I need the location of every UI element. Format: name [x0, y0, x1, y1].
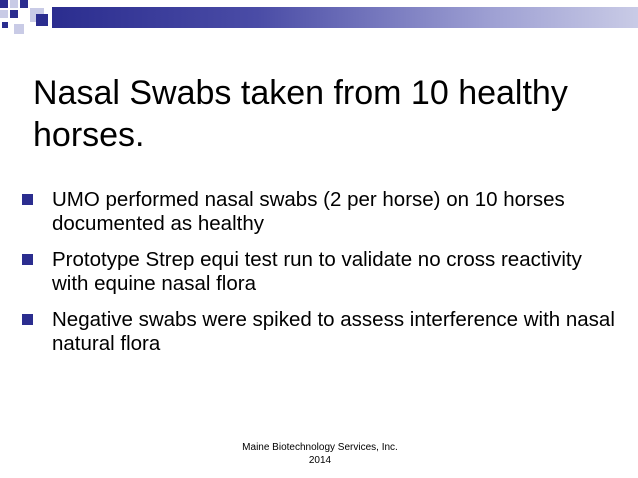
footer-company: Maine Biotechnology Services, Inc. — [242, 442, 398, 453]
bullet-text: Prototype Strep equi test run to validate no cross reactivity with equine nasal flora — [52, 248, 582, 295]
bullet-text: UMO performed nasal swabs (2 per horse) on 10 horses documented as healthy — [52, 188, 565, 235]
footer-year: 2014 — [308, 455, 332, 466]
header-gradient-band — [52, 7, 638, 28]
bullet-list — [22, 188, 622, 368]
square-bullet-icon — [22, 194, 33, 205]
decorative-square — [10, 0, 18, 8]
slide-footer — [180, 441, 460, 467]
bullet-item — [22, 248, 622, 296]
bullet-item — [22, 308, 622, 356]
bullet-text: Negative swabs were spiked to assess interference with nasal natural flora — [52, 308, 615, 355]
decorative-square — [10, 10, 18, 18]
decorative-square — [2, 22, 8, 28]
square-bullet-icon — [22, 254, 33, 265]
bullet-item — [22, 188, 622, 236]
decorative-square — [0, 0, 8, 8]
decorative-square — [0, 10, 8, 18]
slide-title: Nasal Swabs taken from 10 healthy horses. — [33, 74, 568, 154]
square-bullet-icon — [22, 314, 33, 325]
decorative-square — [20, 0, 28, 8]
decorative-square — [36, 14, 48, 26]
decorative-square — [14, 24, 24, 34]
